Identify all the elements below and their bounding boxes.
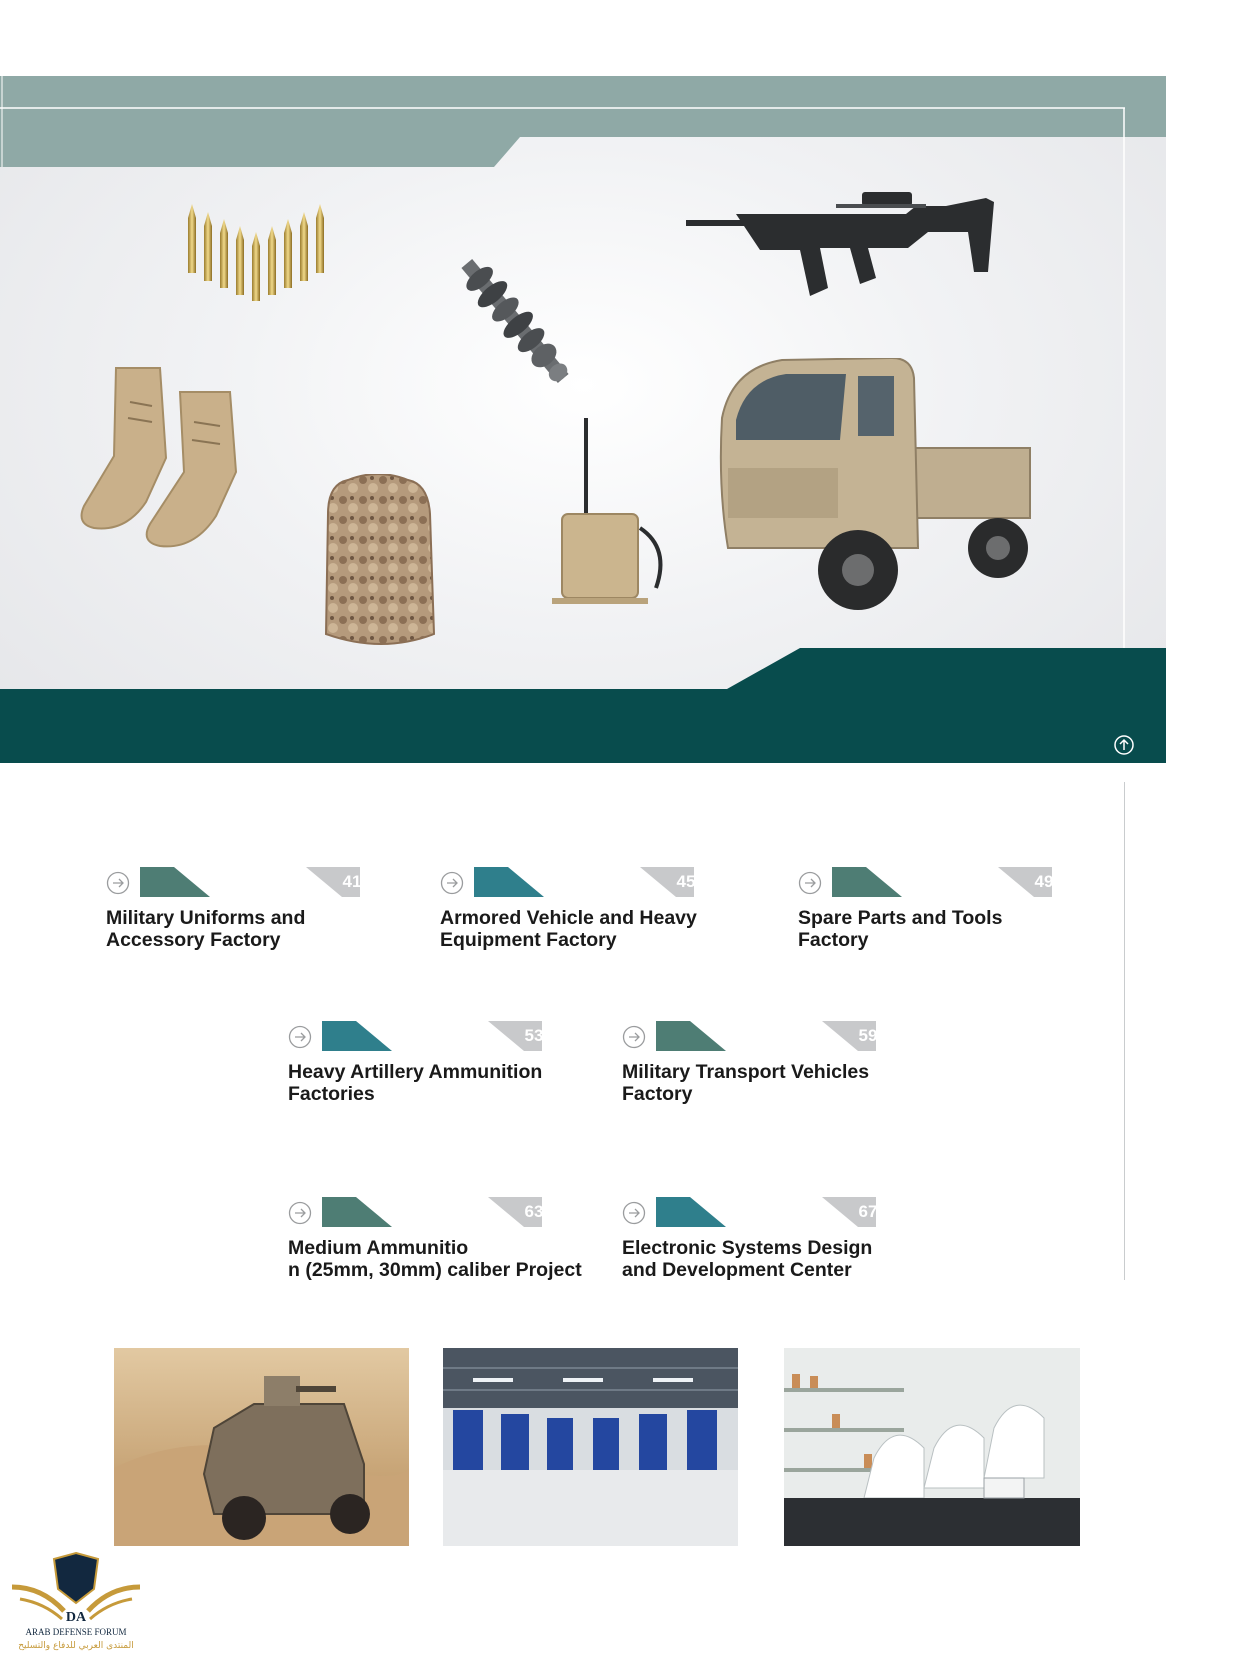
section-tab (140, 867, 212, 897)
toc-entry-heavy-artillery[interactable] (288, 1021, 608, 1121)
military-truck-image (708, 358, 1038, 618)
arrow-right-circle-icon (288, 1201, 312, 1225)
hero-product-banner (0, 76, 1166, 763)
toc-entry-title: Armored Vehicle and Heavy Equipment Factory (440, 907, 697, 951)
section-tab (656, 1021, 728, 1051)
arab-defense-forum-logo (8, 1549, 144, 1651)
page-number: 63 (524, 1202, 544, 1221)
arrow-right-circle-icon (622, 1201, 646, 1225)
armored-vehicle-desert-photo (114, 1348, 409, 1546)
toc-entry-title: Medium Ammunitio n (25mm, 30mm) caliber Project (288, 1237, 582, 1281)
body-armor-vest-image (318, 474, 442, 652)
arrow-right-circle-icon (288, 1025, 312, 1049)
toc-entry-title: Electronic Systems Design and Development Center (622, 1237, 873, 1281)
toc-entry-armored-vehicle[interactable] (440, 867, 760, 967)
page-number: 41 (342, 872, 362, 891)
header-band (0, 76, 1166, 167)
section-tab (832, 867, 904, 897)
page-number: 59 (858, 1026, 878, 1045)
laboratory-photo (784, 1348, 1080, 1546)
toc-entry-electronic-systems[interactable] (622, 1197, 942, 1297)
toc-entry-transport-vehicles[interactable] (622, 1021, 942, 1121)
svg-text:ARAB DEFENSE FORUM: ARAB DEFENSE FORUM (25, 1627, 127, 1637)
svg-text:DA: DA (65, 1610, 87, 1625)
toc-entry-medium-ammunition[interactable] (288, 1197, 608, 1297)
footer-band (0, 648, 1166, 763)
toc-entry-spare-parts[interactable] (798, 867, 1118, 967)
section-tab (322, 1197, 394, 1227)
section-tab (656, 1197, 728, 1227)
toc-entry-military-uniforms[interactable] (106, 867, 426, 967)
rifle-ammunition-image (180, 188, 350, 308)
camshaft-image (440, 246, 590, 396)
assault-rifle-image (686, 186, 1002, 310)
arrow-right-circle-icon (622, 1025, 646, 1049)
toc-entry-title: Military Uniforms and Accessory Factory (106, 907, 306, 951)
page-number: 53 (524, 1026, 544, 1045)
toc-entry-title: Military Transport Vehicles Factory (622, 1061, 870, 1105)
arrow-right-circle-icon (440, 871, 464, 895)
factory-hall-photo (443, 1348, 738, 1546)
arrow-right-circle-icon (798, 871, 822, 895)
arrow-right-circle-icon (106, 871, 130, 895)
desert-boots-image (80, 362, 260, 556)
svg-text:المنتدى العربي للدفاع والتسليح: المنتدى العربي للدفاع والتسليح (18, 1641, 134, 1651)
toc-entry-title: Heavy Artillery Ammunition Factories (288, 1061, 543, 1105)
section-tab (474, 867, 546, 897)
section-tab (322, 1021, 394, 1051)
toc-divider-line (1124, 782, 1125, 1280)
toc-entry-title: Spare Parts and Tools Factory (798, 907, 1003, 951)
page-number: 49 (1034, 872, 1054, 891)
page-number: 67 (858, 1202, 878, 1221)
field-radio-backpack-image (544, 418, 674, 634)
page-number: 45 (676, 872, 696, 891)
